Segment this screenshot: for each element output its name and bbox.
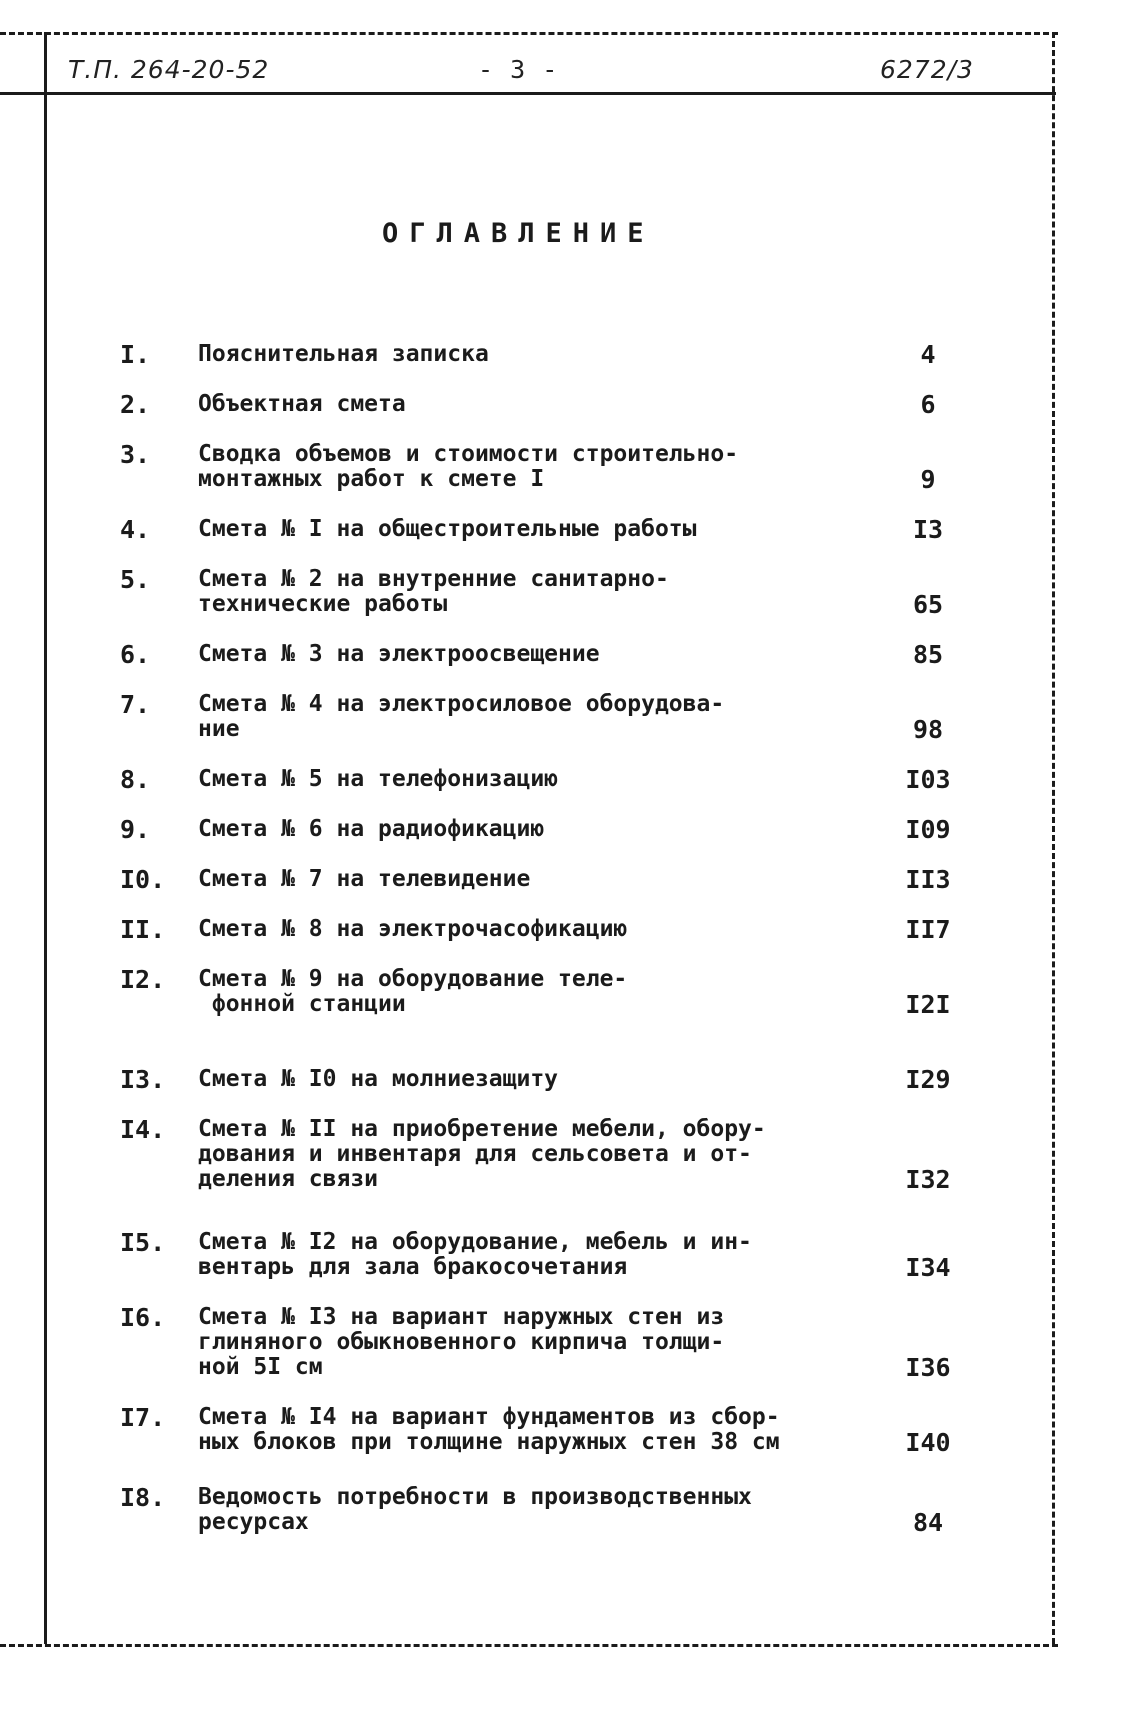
toc-entry-page: II7 <box>905 915 951 944</box>
sheet-code: 6272/3 <box>880 55 974 84</box>
toc-entry-title-line: Смета № 7 на телевидение <box>198 866 531 892</box>
toc-entry-title <box>198 1117 858 1192</box>
toc-entry-title-line: Ведомость потребности в производственных <box>198 1484 752 1510</box>
toc-entry-title <box>198 767 858 792</box>
toc-entry-page: I29 <box>905 1065 951 1094</box>
toc-entry-title-line: Смета № I2 на оборудование, мебель и ин- <box>198 1229 752 1255</box>
toc-entry-title <box>198 917 858 942</box>
toc-entry-title-line: Смета № I0 на молниезащиту <box>198 1066 559 1092</box>
toc-entry-title-line: глиняного обыкновенного кирпича толщи- <box>198 1329 725 1355</box>
header-rule <box>0 92 1056 95</box>
toc-entry-page: I09 <box>905 815 951 844</box>
frame-top-border <box>0 32 1058 35</box>
toc-entry-title <box>198 1485 858 1535</box>
toc-entry-title <box>198 517 858 542</box>
toc-entry-title-line: дования и инвентаря для сельсовета и от- <box>198 1141 752 1167</box>
toc-entry-number: I7. <box>120 1403 166 1432</box>
toc-entry-title-line: Смета № I3 на вариант наружных стен из <box>198 1304 725 1330</box>
toc-entry-title <box>198 342 858 367</box>
frame-left-border <box>44 32 47 1644</box>
toc-entry-title-line: Пояснительная записка <box>198 341 489 367</box>
toc-entry-title <box>198 1405 858 1455</box>
toc-entry-number: 8. <box>120 765 151 794</box>
frame-right-border <box>1052 32 1055 1644</box>
toc-entry-number: I2. <box>120 965 166 994</box>
toc-entry-number: 2. <box>120 390 151 419</box>
toc-entry-page: 9 <box>920 465 936 494</box>
toc-entry-number: 7. <box>120 690 151 719</box>
toc-entry-number: 4. <box>120 515 151 544</box>
toc-entry-title-line: ной 5I см <box>198 1354 323 1380</box>
toc-entry-number: 3. <box>120 440 151 469</box>
toc-entry-page: I36 <box>905 1353 951 1382</box>
toc-entry-title-line: Смета № 6 на радиофикацию <box>198 816 545 842</box>
toc-entry-title-line: Смета № 2 на внутренние санитарно- <box>198 566 669 592</box>
toc-entry-title <box>198 392 858 417</box>
toc-entry-title <box>198 692 858 742</box>
toc-entry-number: II. <box>120 915 166 944</box>
toc-entry-title-line: фонной станции <box>198 991 406 1017</box>
toc-entry-number: I0. <box>120 865 166 894</box>
toc-entry-title-line: Смета № 9 на оборудование теле- <box>198 966 628 992</box>
toc-entry-page: I34 <box>905 1253 951 1282</box>
toc-entry-title-line: Объектная смета <box>198 391 406 417</box>
toc-entry-title-line: вентарь для зала бракосочетания <box>198 1254 628 1280</box>
toc-entry-page: 65 <box>912 590 944 619</box>
toc-entry-number: I3. <box>120 1065 166 1094</box>
toc-entry-title-line: ние <box>198 716 240 742</box>
toc-entry-number: I. <box>120 340 151 369</box>
toc-entry-page: 98 <box>912 715 944 744</box>
document-code: Т.П. 264-20-52 <box>68 55 270 84</box>
toc-entry-page: I3 <box>912 515 944 544</box>
toc-entry-title-line: Смета № 5 на телефонизацию <box>198 766 559 792</box>
toc-entry-page: I03 <box>905 765 951 794</box>
toc-entry-title <box>198 1305 858 1380</box>
frame-bottom-border <box>0 1644 1058 1647</box>
toc-entry-title-line: Сводка объемов и стоимости строительно- <box>198 441 739 467</box>
toc-entry-number: 9. <box>120 815 151 844</box>
toc-entry-title-line: монтажных работ к смете I <box>198 466 545 492</box>
toc-entry-number: 6. <box>120 640 151 669</box>
toc-entry-number: I6. <box>120 1303 166 1332</box>
toc-entry-page: 4 <box>920 340 936 369</box>
toc-entry-page: 85 <box>912 640 944 669</box>
toc-entry-title <box>198 1067 858 1092</box>
toc-entry-page: 84 <box>912 1508 944 1537</box>
toc-entry-number: I8. <box>120 1483 166 1512</box>
toc-entry-title <box>198 1230 858 1280</box>
page-number: - 3 - <box>478 55 559 84</box>
toc-entry-title-line: Смета № 8 на электрочасофикацию <box>198 916 628 942</box>
toc-entry-title-line: Смета № I на общестроительные работы <box>198 516 697 542</box>
toc-entry-title-line: Смета № II на приобретение мебели, обору- <box>198 1116 766 1142</box>
toc-entry-title <box>198 642 858 667</box>
toc-entry-title-line: Смета № 4 на электросиловое оборудова- <box>198 691 725 717</box>
toc-entry-title <box>198 442 858 492</box>
toc-entry-title-line: ресурсах <box>198 1509 309 1535</box>
toc-entry-title-line: Смета № 3 на электроосвещение <box>198 641 600 667</box>
toc-entry-title-line: ных блоков при толщине наружных стен 38 см <box>198 1429 780 1455</box>
toc-entry-title-line: деления связи <box>198 1166 379 1192</box>
toc-entry-title <box>198 567 858 617</box>
toc-entry-title-line: Смета № I4 на вариант фундаментов из сбор- <box>198 1404 780 1430</box>
toc-entry-page: I32 <box>905 1165 951 1194</box>
toc-entry-title <box>198 967 858 1017</box>
toc-entry-page: II3 <box>905 865 951 894</box>
toc-entry-number: I4. <box>120 1115 166 1144</box>
toc-entry-title <box>198 867 858 892</box>
toc-entry-number: I5. <box>120 1228 166 1257</box>
toc-entry-page: 6 <box>920 390 936 419</box>
toc-entry-title-line: технические работы <box>198 591 448 617</box>
toc-entry-page: I40 <box>905 1428 951 1457</box>
toc-entry-number: 5. <box>120 565 151 594</box>
page-title: ОГЛАВЛЕНИЕ <box>382 218 655 249</box>
toc-entry-title <box>198 817 858 842</box>
toc-entry-page: I2I <box>905 990 951 1019</box>
